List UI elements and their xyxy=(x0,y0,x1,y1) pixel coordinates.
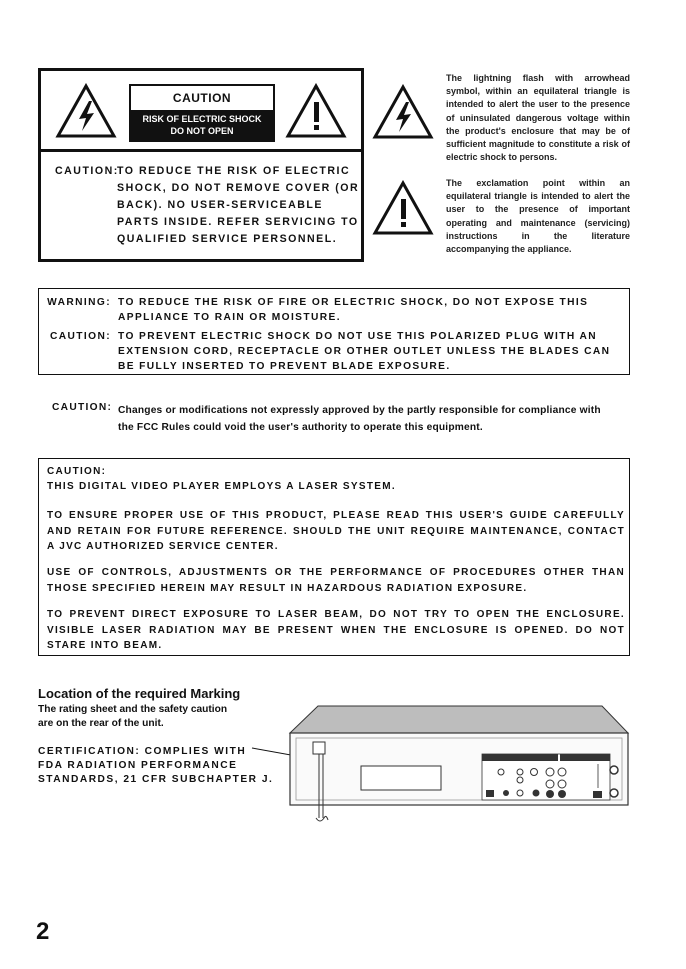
caution-label xyxy=(129,84,275,142)
warning-box xyxy=(38,288,630,375)
marking-title: Location of the required Marking xyxy=(38,686,241,701)
box-divider xyxy=(41,149,361,152)
laser-para-3: TO PREVENT DIRECT EXPOSURE TO LASER BEAM, DO NOT TRY TO OPEN THE ENCLOSURE. VISIBLE LASER RADIATION MAY BE PRESENT WHEN THE ENCLOSURE IS OPENED. DO NOT STARE INTO BEAM. xyxy=(47,609,625,652)
polarized-caution-body: TO PREVENT ELECTRIC SHOCK DO NOT USE THIS POLARIZED PLUG WITH AN EXTENSION CORD, RECEPTACLE OR OTHER OUTLET UNLESS THE BLADES CAN BE FULLY INSERTED TO PREVENT BLADE EXPOSURE. xyxy=(118,331,611,372)
laser-system-line: THIS DIGITAL VIDEO PLAYER EMPLOYS A LASER SYSTEM. xyxy=(47,481,396,492)
caution-label-title: CAUTION xyxy=(172,91,232,105)
caution-box xyxy=(38,68,364,262)
fcc-caution-text: Changes or modifications not expressly approved by the partly responsible for compliance with the FCC Rules could void the user's authority to operate this equipment. xyxy=(118,405,601,433)
warning-text xyxy=(118,295,588,325)
lightning-warning-icon xyxy=(55,83,117,139)
exclamation-warning-icon xyxy=(285,83,347,139)
laser-para-2: USE OF CONTROLS, ADJUSTMENTS OR THE PERFORMANCE OF PROCEDURES OTHER THAN THOSE SPECIFIED HEREIN MAY RESULT IN HAZARDOUS RADIATION EXPOSURE. xyxy=(47,567,625,594)
caution-label-subtitle xyxy=(131,110,273,140)
laser-caution-box xyxy=(38,458,630,656)
caution-statement-text: TO REDUCE THE RISK OF ELECTRIC SHOCK, DO NOT REMOVE COVER (OR BACK). NO USER-SERVICEABLE PARTS INSIDE. REFER SERVICING TO QUALIFIED SERVICE PERSONNEL. xyxy=(117,165,360,245)
polarized-caution-label: CAUTION: xyxy=(50,331,111,342)
warning-text-body: TO REDUCE THE RISK OF FIRE OR ELECTRIC SHOCK, DO NOT EXPOSE THIS APPLIANCE TO RAIN OR MOISTURE. xyxy=(118,297,589,323)
label-line-2: DO NOT OPEN xyxy=(170,126,234,136)
polarized-caution-text xyxy=(118,329,610,374)
exclamation-symbol-icon xyxy=(372,180,434,236)
certification-text: CERTIFICATION: COMPLIES WITH FDA RADIATION PERFORMANCE STANDARDS, 21 CFR SUBCHAPTER J. xyxy=(38,746,274,785)
marking-description: The rating sheet and the safety caution are on the rear of the unit. xyxy=(38,704,228,729)
exclamation-explanation: The exclamation point within an equilateral triangle is intended to alert the user to the presence of important operating and maintenance (servicing) instructions in the literature accompanying the appliance. xyxy=(446,178,630,255)
fcc-caution-label: CAUTION: xyxy=(52,402,113,413)
page-number: 2 xyxy=(36,918,50,945)
laser-para-1: TO ENSURE PROPER USE OF THIS PRODUCT, PLEASE READ THIS USER'S GUIDE CAREFULLY AND RETAIN FOR FUTURE REFERENCE. SHOULD THE UNIT REQUIRE MAINTENANCE, CONTACT A JVC AUTHORIZED SERVICE CENTER. xyxy=(47,510,625,553)
warning-label: WARNING: xyxy=(47,297,111,308)
lightning-symbol-icon xyxy=(372,84,434,140)
laser-caution-heading: CAUTION: xyxy=(47,466,107,477)
device-rear-illustration xyxy=(250,700,640,840)
label-line-1: RISK OF ELECTRIC SHOCK xyxy=(142,114,262,124)
lightning-explanation: The lightning flash with arrowhead symbol, within an equilateral triangle is intended to alert the user to the presence of uninsulated dangerous voltage within the product's enclosure that may be of sufficient magnitude to constitute a risk of electric shock to persons. xyxy=(446,73,630,163)
caution-statement-label: CAUTION: xyxy=(55,165,119,177)
